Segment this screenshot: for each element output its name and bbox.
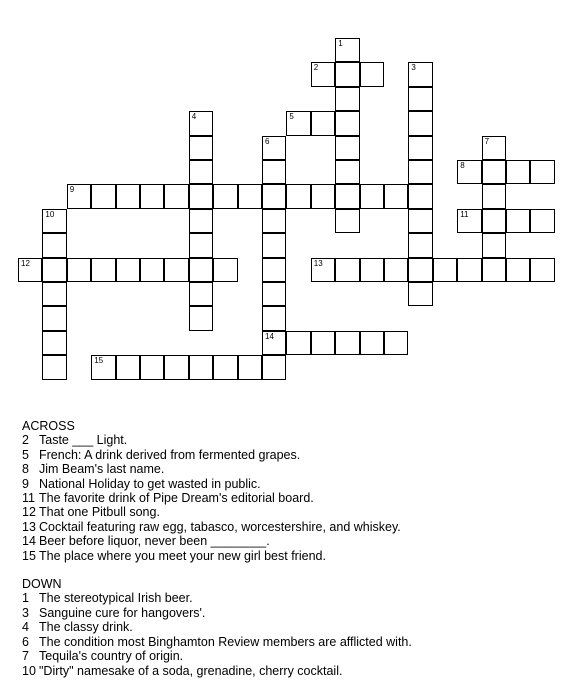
grid-cell[interactable] — [408, 258, 432, 282]
grid-cell[interactable] — [262, 136, 286, 160]
cell-number: 10 — [45, 209, 55, 219]
grid-cell[interactable] — [311, 62, 335, 86]
grid-cell[interactable] — [457, 258, 481, 282]
clue-number: 8 — [22, 462, 29, 477]
clue-number: 13 — [22, 519, 36, 534]
across-clue — [22, 520, 552, 534]
grid-cell[interactable] — [408, 184, 432, 208]
grid-cell[interactable] — [116, 355, 140, 379]
cell-number: 8 — [460, 161, 465, 170]
grid-cell[interactable] — [482, 209, 506, 233]
across-clue — [22, 433, 552, 447]
grid-cell[interactable] — [140, 184, 164, 208]
grid-cell[interactable] — [384, 184, 408, 208]
grid-cell[interactable] — [189, 209, 213, 233]
grid-cell[interactable] — [408, 233, 432, 257]
across-clue — [22, 549, 552, 563]
grid-cell[interactable] — [335, 331, 359, 355]
grid-cell[interactable] — [384, 258, 408, 282]
grid-cell[interactable] — [189, 136, 213, 160]
clue-number: 5 — [22, 447, 29, 462]
grid-cell[interactable] — [189, 184, 213, 208]
clue-number: 15 — [22, 548, 36, 563]
grid-cell[interactable] — [335, 160, 359, 184]
clues-panel — [22, 419, 552, 678]
grid-cell[interactable] — [42, 306, 66, 330]
grid-cell[interactable] — [506, 258, 530, 282]
clue-text: "Dirty" namesake of a soda, grenadine, cherry cocktail. — [39, 663, 343, 678]
grid-cell[interactable] — [335, 209, 359, 233]
grid-cell[interactable] — [335, 38, 359, 62]
down-clue-list — [22, 591, 552, 677]
grid-cell[interactable] — [262, 184, 286, 208]
grid-cell[interactable] — [360, 62, 384, 86]
clue-text: The classy drink. — [39, 620, 133, 635]
grid-cell[interactable] — [18, 258, 42, 282]
cell-number: 15 — [94, 356, 104, 366]
across-heading: ACROSS — [22, 419, 75, 433]
clue-number: 14 — [22, 534, 36, 549]
down-heading: DOWN — [22, 577, 62, 592]
grid-cell[interactable] — [360, 184, 384, 208]
grid-cell[interactable] — [384, 331, 408, 355]
grid-cell[interactable] — [335, 62, 359, 86]
grid-cell[interactable] — [335, 111, 359, 135]
grid-cell[interactable] — [189, 160, 213, 184]
grid-cell[interactable] — [408, 87, 432, 111]
grid-cell[interactable] — [42, 233, 66, 257]
grid-cell[interactable] — [238, 184, 262, 208]
grid-cell[interactable] — [408, 136, 432, 160]
down-clue — [22, 635, 552, 649]
grid-cell[interactable] — [262, 258, 286, 282]
grid-cell[interactable] — [42, 355, 66, 379]
grid-cell[interactable] — [213, 355, 237, 379]
grid-cell[interactable] — [408, 111, 432, 135]
down-clue — [22, 649, 552, 663]
grid-cell[interactable] — [91, 184, 115, 208]
clue-text: Jim Beam's last name. — [39, 462, 165, 477]
across-clue — [22, 491, 552, 505]
grid-cell[interactable] — [311, 111, 335, 135]
cell-number: 13 — [313, 258, 323, 268]
grid-cell[interactable] — [140, 258, 164, 282]
grid-cell[interactable] — [262, 233, 286, 257]
grid-cell[interactable] — [408, 209, 432, 233]
clue-number: 6 — [22, 634, 29, 649]
clue-text: Sanguine cure for hangovers'. — [39, 605, 206, 620]
clue-number: 7 — [22, 649, 29, 664]
down-clue — [22, 606, 552, 620]
cell-number: 5 — [289, 112, 294, 122]
grid-cell[interactable] — [91, 355, 115, 379]
clue-text: Taste ___ Light. — [39, 433, 128, 448]
grid-cell[interactable] — [213, 184, 237, 208]
clue-number: 1 — [22, 591, 29, 606]
grid-cell[interactable] — [189, 282, 213, 306]
across-clue — [22, 448, 552, 462]
cell-number: 14 — [265, 331, 274, 341]
grid-cell[interactable] — [164, 355, 188, 379]
clue-text: The condition most Binghamton Review members are afflicted with. — [39, 634, 412, 649]
grid-cell[interactable] — [286, 111, 310, 135]
down-clue — [22, 620, 552, 634]
cell-number: 12 — [21, 258, 30, 268]
grid-cell[interactable] — [140, 355, 164, 379]
grid-cell[interactable] — [335, 136, 359, 160]
grid-cell[interactable] — [311, 258, 335, 282]
grid-cell[interactable] — [482, 136, 506, 160]
clue-text: French: A drink derived from fermented grapes. — [39, 447, 301, 462]
grid-cell[interactable] — [408, 160, 432, 184]
cell-number: 7 — [484, 136, 490, 146]
grid-cell[interactable] — [506, 209, 530, 233]
grid-cell[interactable] — [482, 160, 506, 184]
grid-cell[interactable] — [408, 62, 432, 86]
grid-cell[interactable] — [360, 258, 384, 282]
down-clue — [22, 664, 552, 678]
grid-cell[interactable] — [335, 184, 359, 208]
across-clue — [22, 534, 552, 548]
grid-cell[interactable] — [42, 258, 66, 282]
clue-number: 11 — [22, 491, 35, 506]
grid-cell[interactable] — [262, 160, 286, 184]
grid-cell[interactable] — [189, 258, 213, 282]
clue-number: 12 — [22, 505, 36, 520]
grid-cell[interactable] — [457, 160, 481, 184]
clue-text: National Holiday to get wasted in public. — [39, 476, 261, 491]
clue-number: 9 — [22, 476, 29, 491]
clue-text: Cocktail featuring raw egg, tabasco, worcestershire, and whiskey. — [39, 519, 401, 534]
grid-cell[interactable] — [189, 233, 213, 257]
grid-cell[interactable] — [433, 258, 457, 282]
grid-cell[interactable] — [408, 282, 432, 306]
clue-text: Tequila's country of origin. — [39, 649, 184, 664]
cell-number: 1 — [338, 39, 343, 48]
grid-cell[interactable] — [189, 111, 213, 135]
clue-number: 4 — [22, 620, 29, 635]
cell-number: 4 — [191, 112, 197, 122]
grid-cell[interactable] — [262, 355, 286, 379]
cell-number: 9 — [69, 185, 75, 195]
grid-cell[interactable] — [482, 233, 506, 257]
cell-number: 6 — [265, 136, 270, 146]
grid-cell[interactable] — [164, 258, 188, 282]
grid-cell[interactable] — [213, 258, 237, 282]
grid-cell[interactable] — [116, 258, 140, 282]
across-clue — [22, 477, 552, 491]
grid-cell[interactable] — [262, 331, 286, 355]
grid-cell[interactable] — [189, 355, 213, 379]
grid-cell[interactable] — [457, 209, 481, 233]
clue-number: 3 — [22, 605, 29, 620]
grid-cell[interactable] — [530, 209, 554, 233]
down-clue — [22, 591, 552, 605]
grid-cell[interactable] — [311, 331, 335, 355]
cell-number: 11 — [460, 209, 469, 219]
clue-text: The stereotypical Irish beer. — [39, 591, 193, 606]
cell-number: 2 — [313, 63, 319, 73]
grid-cell[interactable] — [482, 258, 506, 282]
grid-cell[interactable] — [262, 306, 286, 330]
grid-cell[interactable] — [262, 282, 286, 306]
grid-cell[interactable] — [530, 160, 554, 184]
grid-cell[interactable] — [286, 184, 310, 208]
grid-cell[interactable] — [311, 184, 335, 208]
grid-cell[interactable] — [482, 184, 506, 208]
grid-cell[interactable] — [116, 184, 140, 208]
grid-cell[interactable] — [360, 331, 384, 355]
grid-cell[interactable] — [164, 184, 188, 208]
grid-cell[interactable] — [335, 87, 359, 111]
grid-cell[interactable] — [238, 355, 262, 379]
across-clue-list — [22, 433, 552, 563]
grid-cell[interactable] — [335, 258, 359, 282]
grid-cell[interactable] — [530, 258, 554, 282]
grid-cell[interactable] — [42, 282, 66, 306]
clue-text: The favorite drink of Pipe Dream's editorial board. — [39, 491, 314, 506]
grid-cell[interactable] — [42, 331, 66, 355]
across-clue — [22, 505, 552, 519]
cell-number: 3 — [411, 63, 416, 73]
grid-cell[interactable] — [91, 258, 115, 282]
grid-cell[interactable] — [189, 306, 213, 330]
clue-text: The place where you meet your new girl best friend. — [39, 548, 326, 563]
grid-cell[interactable] — [67, 184, 91, 208]
grid-cell[interactable] — [42, 209, 66, 233]
grid-cell[interactable] — [67, 258, 91, 282]
clue-text: Beer before liquor, never been ________. — [39, 534, 270, 549]
grid-cell[interactable] — [506, 160, 530, 184]
clue-number: 10 — [22, 663, 36, 678]
grid-cell[interactable] — [262, 209, 286, 233]
across-clue — [22, 462, 552, 476]
clue-number: 2 — [22, 433, 29, 448]
clue-text: That one Pitbull song. — [39, 505, 160, 520]
grid-cell[interactable] — [286, 331, 310, 355]
